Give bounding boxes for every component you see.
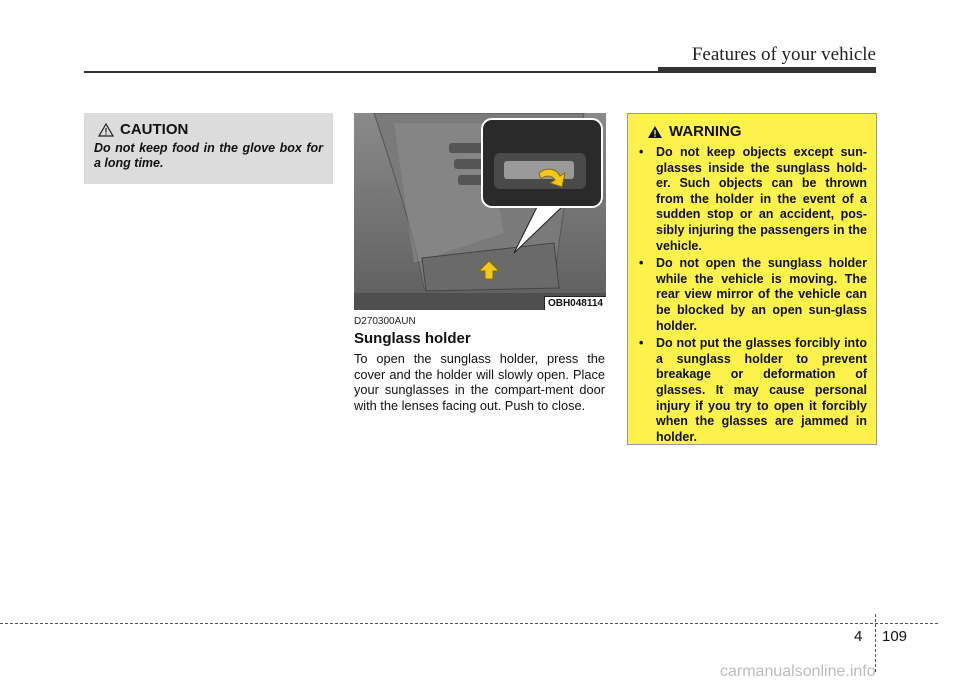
section-code: D270300AUN <box>354 316 416 327</box>
warning-triangle-icon <box>647 125 663 139</box>
warning-heading <box>647 123 867 140</box>
header-rule-accent <box>658 67 876 73</box>
warning-box <box>627 113 877 445</box>
header-title: Features of your vehicle <box>691 44 876 65</box>
warning-title: WARNING <box>669 123 742 140</box>
figure-label: OBH048114 <box>544 296 606 310</box>
bullet-icon: • <box>639 145 644 159</box>
warning-item <box>637 145 867 254</box>
warning-item-text: Do not keep objects except sun-glasses inside the sunglass hold-er. Such objects can be thrown from the holder in the event of a sudden stop or an accident, pos-sibly injuring the passengers in the vehicle. <box>656 145 867 253</box>
bullet-icon: • <box>639 336 644 351</box>
warning-list <box>637 145 867 445</box>
overhead-console-illustration <box>354 113 606 310</box>
page-number: 109 <box>882 628 908 645</box>
caution-triangle-icon <box>98 123 114 137</box>
section-title: Sunglass holder <box>354 330 471 347</box>
warning-item-text: Do not open the sunglass holder while the vehicle is moving. The rear view mirror of the vehicle can be blocked by an open sun-glass holder. <box>656 256 867 333</box>
footer-rule <box>0 623 938 624</box>
section-body: To open the sunglass holder, press the cover and the holder will slowly open. Place your sunglasses in the compart-ment door with the lenses facing out. Push to close. <box>354 351 605 413</box>
sunglass-holder-figure <box>354 113 606 310</box>
warning-item-text: Do not put the glasses forcibly into a sunglass holder to prevent breakage or deformation of glasses. It may cause personal injury if you try to open it forcibly when the glasses are jammed in holder. <box>656 336 867 444</box>
bullet-icon: • <box>639 256 644 271</box>
warning-item <box>637 336 867 445</box>
caution-title: CAUTION <box>120 121 189 138</box>
watermark: carmanualsonline.info <box>720 663 876 680</box>
caution-text: Do not keep food in the glove box for a long time. <box>94 141 323 170</box>
caution-box <box>84 113 333 184</box>
warning-item <box>637 256 867 334</box>
caution-heading <box>98 121 323 138</box>
chapter-number: 4 <box>854 628 863 645</box>
